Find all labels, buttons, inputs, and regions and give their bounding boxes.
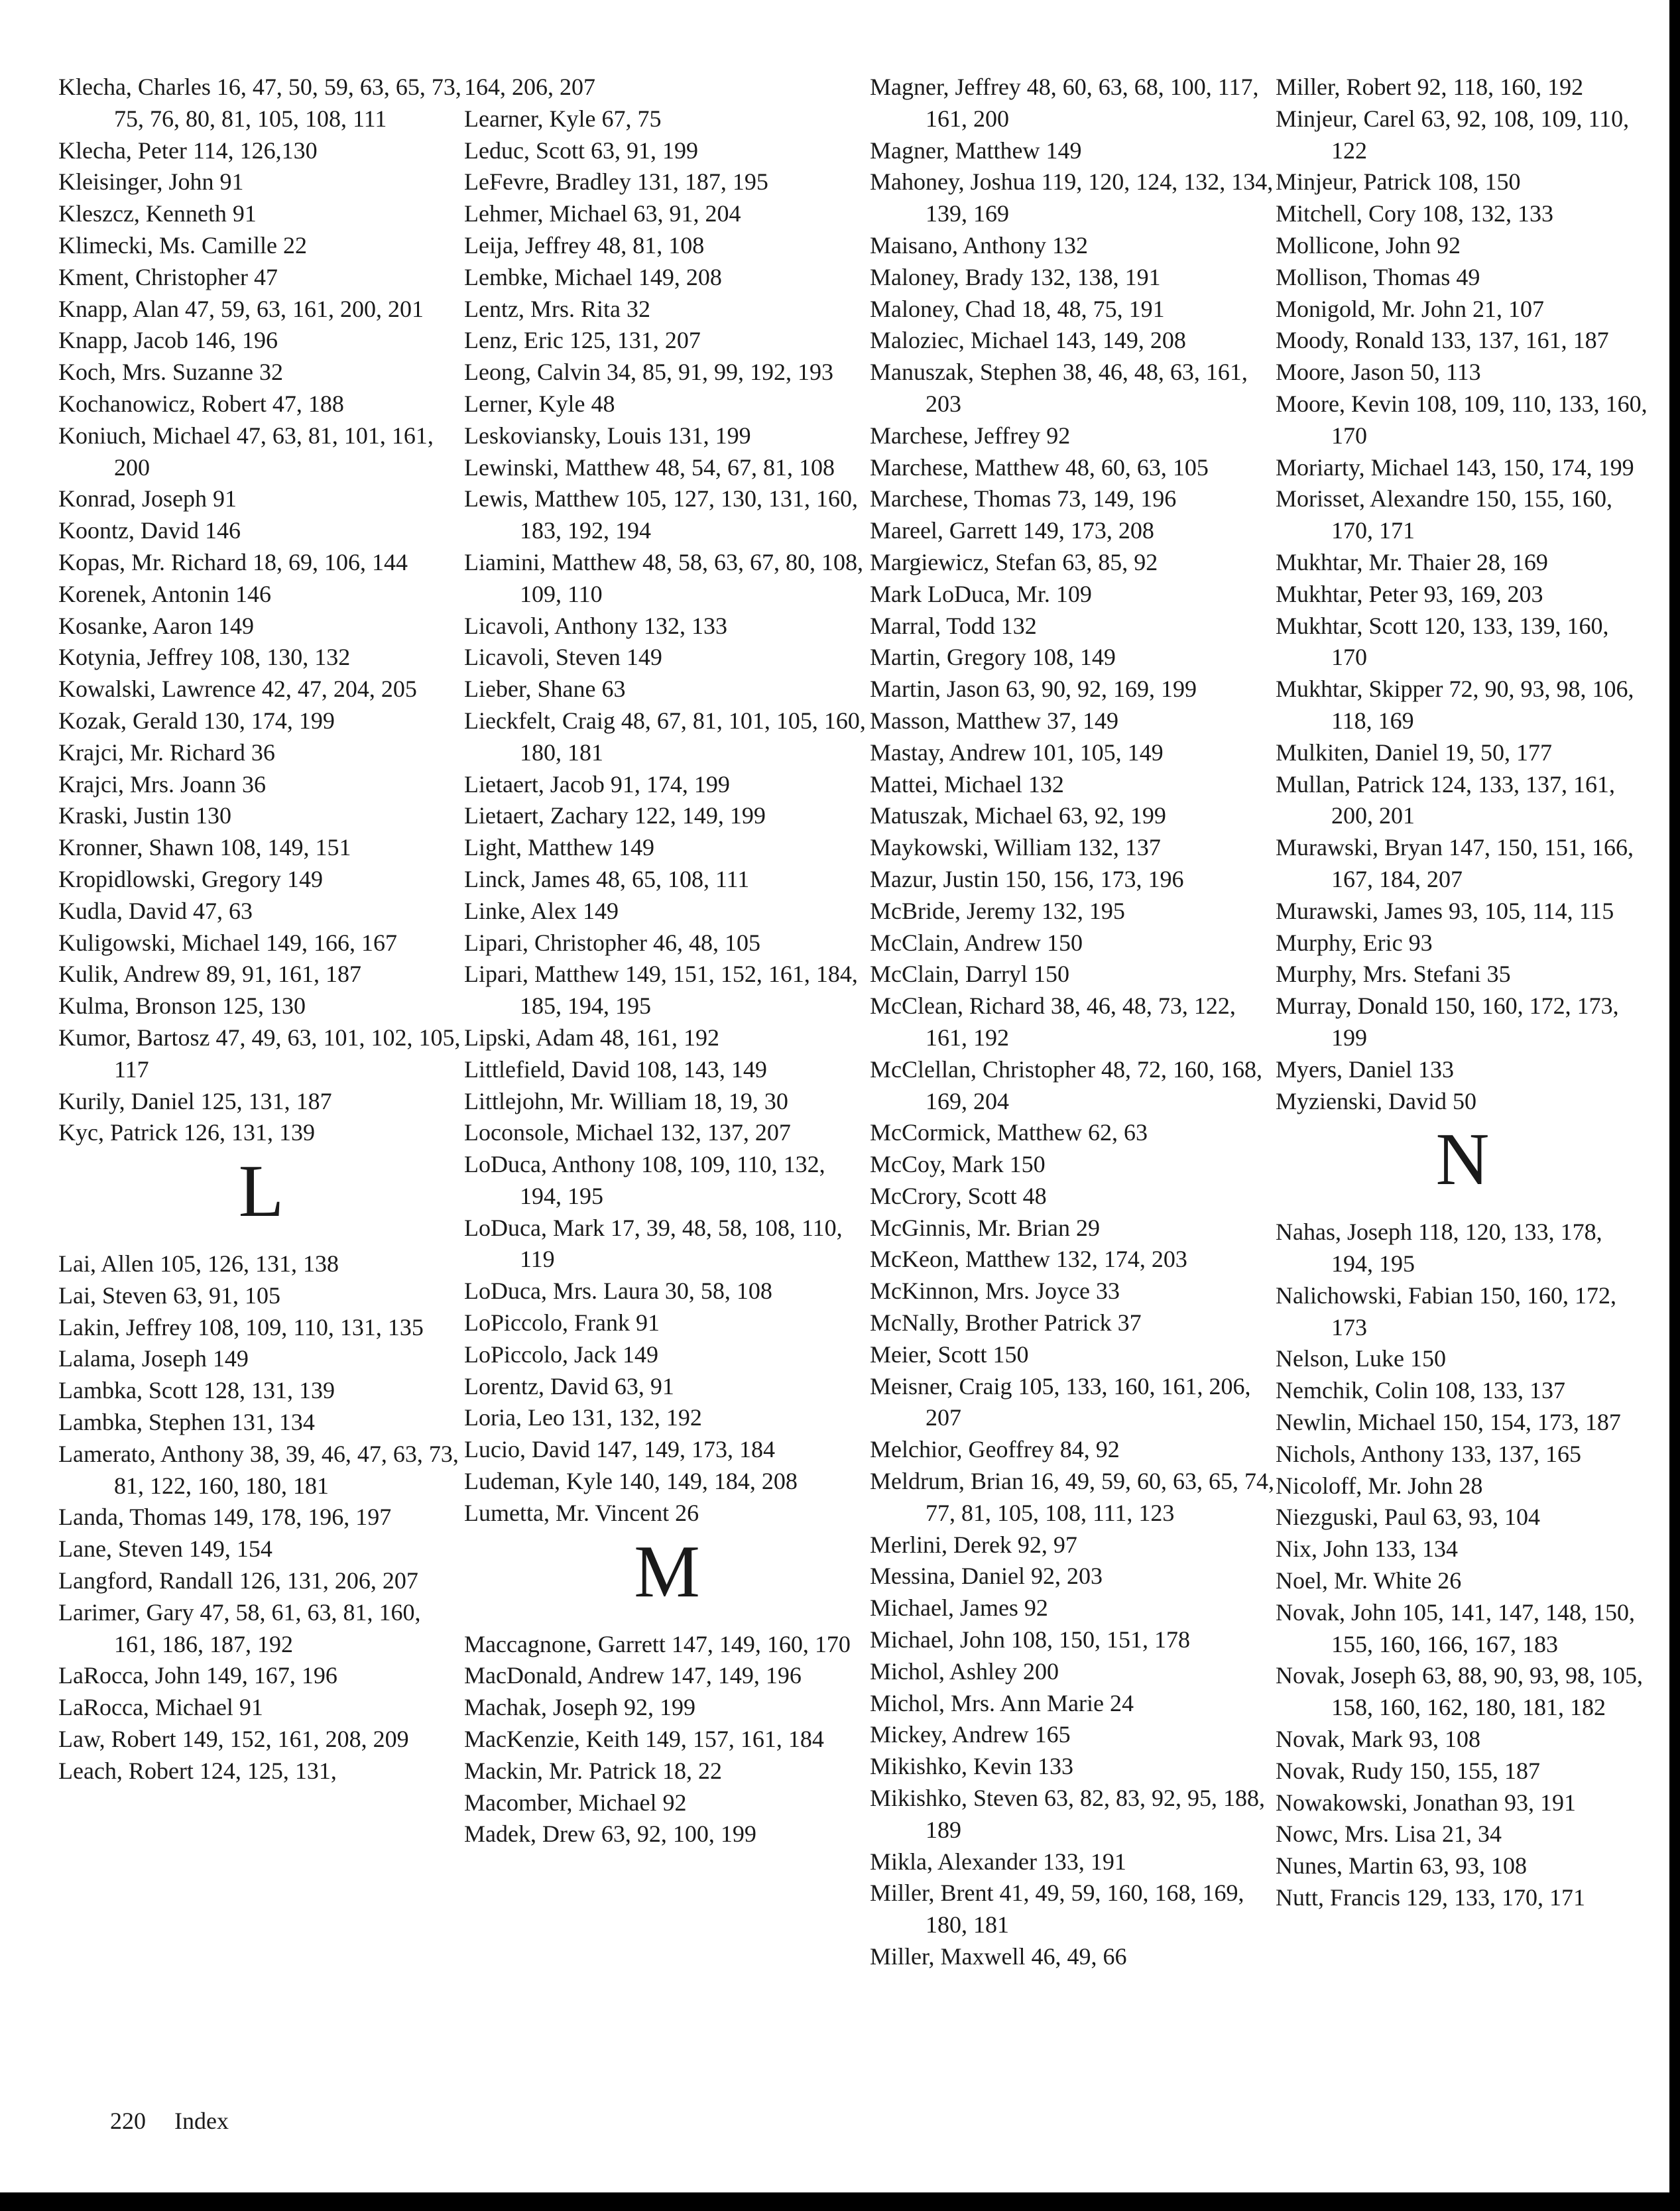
index-entry: Novak, Joseph 63, 88, 90, 93, 98, 105, 158, 160, 162, 180, 181, 182 [1276, 1662, 1643, 1721]
index-entry: Madek, Drew 63, 92, 100, 199 [464, 1821, 756, 1848]
index-column-1 [58, 72, 464, 2100]
index-entry: Lipari, Christopher 46, 48, 105 [464, 929, 760, 956]
index-entry: MacDonald, Andrew 147, 149, 196 [464, 1662, 802, 1689]
index-entry: Murawski, Bryan 147, 150, 151, 166, 167, 184, 207 [1276, 834, 1634, 892]
index-entry: Minjeur, Patrick 108, 150 [1276, 168, 1521, 196]
index-entry: Learner, Kyle 67, 75 [464, 105, 662, 132]
index-entry: McClain, Andrew 150 [870, 929, 1083, 956]
index-entry: Melchior, Geoffrey 84, 92 [870, 1436, 1120, 1463]
index-entry: McCoy, Mark 150 [870, 1151, 1046, 1178]
index-entry: Maisano, Anthony 132 [870, 231, 1088, 259]
index-entry: McClain, Darryl 150 [870, 961, 1069, 988]
index-entry: McNally, Brother Patrick 37 [870, 1309, 1142, 1337]
index-entry: Landa, Thomas 149, 178, 196, 197 [58, 1504, 392, 1531]
section-letter: N [1435, 1118, 1490, 1201]
index-entry: Maykowski, William 132, 137 [870, 834, 1161, 861]
index-entry: McCrory, Scott 48 [870, 1182, 1047, 1209]
index-entry: Mazur, Justin 150, 156, 173, 196 [870, 865, 1184, 892]
index-entry: Masson, Matthew 37, 149 [870, 707, 1118, 734]
index-entry: Lieckfelt, Craig 48, 67, 81, 101, 105, 160, 180, 181 [464, 707, 866, 766]
index-entry: Korenek, Antonin 146 [58, 580, 271, 607]
index-entry: Nalichowski, Fabian 150, 160, 172, 173 [1276, 1282, 1616, 1341]
index-entry: Nicoloff, Mr. John 28 [1276, 1472, 1483, 1499]
index-entry: Ludeman, Kyle 140, 149, 184, 208 [464, 1468, 798, 1495]
index-entry: Marchese, Jeffrey 92 [870, 422, 1071, 449]
index-entry: Martin, Jason 63, 90, 92, 169, 199 [870, 676, 1197, 703]
index-entry: Morisset, Alexandre 150, 155, 160, 170, 171 [1276, 485, 1612, 544]
index-entry: Lumetta, Mr. Vincent 26 [464, 1499, 699, 1526]
index-entry: Miller, Robert 92, 118, 160, 192 [1276, 74, 1584, 100]
index-entry: Kudla, David 47, 63 [58, 897, 253, 924]
index-entry: Kulma, Bronson 125, 130 [58, 992, 306, 1020]
index-entry: Lewis, Matthew 105, 127, 130, 131, 160, 183, 192, 194 [464, 485, 858, 544]
index-entry: Lietaert, Zachary 122, 149, 199 [464, 802, 766, 829]
index-entry: Kleisinger, John 91 [58, 168, 244, 196]
index-entry: Kozak, Gerald 130, 174, 199 [58, 707, 335, 734]
index-entry: Mollison, Thomas 49 [1276, 263, 1480, 290]
index-entry: Kosanke, Aaron 149 [58, 612, 254, 639]
index-entry: McCormick, Matthew 62, 63 [870, 1119, 1148, 1146]
index-entry: McClellan, Christopher 48, 72, 160, 168, 169, 204 [870, 1055, 1262, 1114]
index-entry: Lamerato, Anthony 38, 39, 46, 47, 63, 73, 81, 122, 160, 180, 181 [58, 1440, 459, 1499]
index-entry: Maccagnone, Garrett 147, 149, 160, 170 [464, 1630, 851, 1657]
index-entry: Kotynia, Jeffrey 108, 130, 132 [58, 644, 351, 671]
index-entry: Merlini, Derek 92, 97 [870, 1531, 1077, 1558]
index-entry: LeFevre, Bradley 131, 187, 195 [464, 168, 768, 196]
index-entry: Konrad, Joseph 91 [58, 485, 237, 512]
index-entry: Littlefield, David 108, 143, 149 [464, 1055, 767, 1083]
index-entry: Kleszcz, Kenneth 91 [58, 200, 257, 227]
section-letter: M [634, 1530, 700, 1613]
index-entry: Lambka, Scott 128, 131, 139 [58, 1377, 335, 1404]
index-entry: Nowc, Mrs. Lisa 21, 34 [1276, 1821, 1502, 1848]
index-entry: Lakin, Jeffrey 108, 109, 110, 131, 135 [58, 1313, 424, 1341]
index-entry: Meier, Scott 150 [870, 1341, 1029, 1368]
section-letter: L [238, 1150, 284, 1233]
index-entry: LaRocca, Michael 91 [58, 1694, 263, 1721]
index-entry: Kronner, Shawn 108, 149, 151 [58, 834, 351, 861]
index-entry: Mikla, Alexander 133, 191 [870, 1848, 1126, 1875]
index-entry: Lambka, Stephen 131, 134 [58, 1409, 315, 1436]
index-entry: Michol, Ashley 200 [870, 1657, 1059, 1685]
index-entry: Klimecki, Ms. Camille 22 [58, 231, 307, 259]
index-entry: Kurily, Daniel 125, 131, 187 [58, 1087, 332, 1114]
index-entry: Maloziec, Michael 143, 149, 208 [870, 327, 1186, 354]
index-entry: Michael, James 92 [870, 1594, 1048, 1622]
index-entry: Kulik, Andrew 89, 91, 161, 187 [58, 961, 361, 988]
index-entry: Macomber, Michael 92 [464, 1789, 687, 1816]
index-entry: Novak, Rudy 150, 155, 187 [1276, 1757, 1540, 1784]
index-entry: Novak, John 105, 141, 147, 148, 150, 155, 160, 166, 167, 183 [1276, 1598, 1635, 1657]
index-entry: Nowakowski, Jonathan 93, 191 [1276, 1789, 1576, 1816]
index-entry: LoPiccolo, Jack 149 [464, 1341, 658, 1368]
index-entry: Light, Matthew 149 [464, 834, 654, 861]
index-entry: Knapp, Jacob 146, 196 [58, 327, 278, 354]
index-entry: Lentz, Mrs. Rita 32 [464, 295, 650, 322]
index-entry: Miller, Maxwell 46, 49, 66 [870, 1943, 1127, 1970]
index-entry: Mikishko, Kevin 133 [870, 1753, 1074, 1780]
index-column-2 [464, 72, 870, 2100]
index-entry: Nelson, Luke 150 [1276, 1345, 1446, 1372]
index-entry: LaRocca, John 149, 167, 196 [58, 1662, 337, 1689]
index-entry: Leduc, Scott 63, 91, 199 [464, 137, 698, 164]
index-entry: Messina, Daniel 92, 203 [870, 1563, 1103, 1590]
index-entry: Law, Robert 149, 152, 161, 208, 209 [58, 1726, 409, 1753]
index-entry: Marchese, Matthew 48, 60, 63, 105 [870, 453, 1209, 481]
index-entry: Loconsole, Michael 132, 137, 207 [464, 1119, 791, 1146]
index-entry: Koch, Mrs. Suzanne 32 [58, 359, 283, 386]
index-entry: Leskoviansky, Louis 131, 199 [464, 422, 751, 449]
index-entry: Kowalski, Lawrence 42, 47, 204, 205 [58, 676, 417, 703]
index-entry: McClean, Richard 38, 46, 48, 73, 122, 161, 192 [870, 992, 1236, 1051]
index-entry: Langford, Randall 126, 131, 206, 207 [58, 1567, 418, 1594]
index-entry: Leong, Calvin 34, 85, 91, 99, 192, 193 [464, 359, 833, 386]
index-entry: Lehmer, Michael 63, 91, 204 [464, 200, 741, 227]
index-entry: Lieber, Shane 63 [464, 676, 626, 703]
index-entry: Mattei, Michael 132 [870, 770, 1064, 798]
index-entry: Lucio, David 147, 149, 173, 184 [464, 1436, 775, 1463]
page-number: 220 [110, 2108, 146, 2134]
index-entry: Marchese, Thomas 73, 149, 196 [870, 485, 1177, 512]
index-entry: Linke, Alex 149 [464, 897, 619, 924]
index-entry: Nix, John 133, 134 [1276, 1535, 1459, 1563]
index-entry: Mollicone, John 92 [1276, 231, 1461, 259]
index-entry: Monigold, Mr. John 21, 107 [1276, 295, 1545, 322]
index-entry: McBride, Jeremy 132, 195 [870, 897, 1125, 924]
index-column-4 [1276, 72, 1650, 2100]
index-entry: Loria, Leo 131, 132, 192 [464, 1404, 702, 1431]
index-entry: Lai, Steven 63, 91, 105 [58, 1282, 280, 1309]
index-entry: Licavoli, Steven 149 [464, 644, 662, 671]
index-entry: Koniuch, Michael 47, 63, 81, 101, 161, 200 [58, 422, 434, 481]
index-entry: Novak, Mark 93, 108 [1276, 1726, 1480, 1753]
index-entry: Lietaert, Jacob 91, 174, 199 [464, 770, 730, 798]
index-entry: Mukhtar, Scott 120, 133, 139, 160, 170 [1276, 612, 1609, 671]
index-entry: Mickey, Andrew 165 [870, 1721, 1071, 1748]
index-entry: Maloney, Brady 132, 138, 191 [870, 263, 1161, 290]
index-entry: Lane, Steven 149, 154 [58, 1535, 272, 1563]
index-entry: Meldrum, Brian 16, 49, 59, 60, 63, 65, 74, 77, 81, 105, 108, 111, 123 [870, 1468, 1274, 1526]
index-entry: Kropidlowski, Gregory 149 [58, 865, 323, 892]
index-entry: Kment, Christopher 47 [58, 263, 278, 290]
index-entry: Mahoney, Joshua 119, 120, 124, 132, 134, 139, 169 [870, 168, 1274, 227]
index-entry: Licavoli, Anthony 132, 133 [464, 612, 727, 639]
scan-border-bottom [0, 2192, 1680, 2211]
index-entry: Lalama, Joseph 149 [58, 1345, 249, 1372]
index-entry: Lipari, Matthew 149, 151, 152, 161, 184, 185, 194, 195 [464, 961, 858, 1020]
index-entry: Moriarty, Michael 143, 150, 174, 199 [1276, 453, 1634, 481]
index-entry: Lorentz, David 63, 91 [464, 1372, 674, 1400]
index-entry: Myers, Daniel 133 [1276, 1055, 1454, 1083]
index-entry: LoDuca, Mrs. Laura 30, 58, 108 [464, 1278, 772, 1305]
index-entry: Knapp, Alan 47, 59, 63, 161, 200, 201 [58, 295, 424, 322]
index-entry: Leija, Jeffrey 48, 81, 108 [464, 231, 705, 259]
index-entry: Miller, Brent 41, 49, 59, 160, 168, 169, 180, 181 [870, 1880, 1244, 1939]
index-entry: Larimer, Gary 47, 58, 61, 63, 81, 160, 161, 186, 187, 192 [58, 1598, 421, 1657]
index-entry: Kraski, Justin 130 [58, 802, 231, 829]
index-entry: Margiewicz, Stefan 63, 85, 92 [870, 548, 1158, 575]
index-entry: Littlejohn, Mr. William 18, 19, 30 [464, 1087, 788, 1114]
index-entry: Murphy, Mrs. Stefani 35 [1276, 961, 1511, 988]
index-entry: Klecha, Charles 16, 47, 50, 59, 63, 65, 73, 75, 76, 80, 81, 105, 108, 111 [58, 74, 461, 132]
index-entry: Mackin, Mr. Patrick 18, 22 [464, 1757, 722, 1784]
index-entry: Mitchell, Cory 108, 132, 133 [1276, 200, 1553, 227]
index-entry: Nichols, Anthony 133, 137, 165 [1276, 1440, 1582, 1467]
index-entry: Mark LoDuca, Mr. 109 [870, 580, 1092, 607]
index-entry: Murawski, James 93, 105, 114, 115 [1276, 897, 1614, 924]
index-entry: Machak, Joseph 92, 199 [464, 1694, 695, 1721]
index-entry: Klecha, Peter 114, 126,130 [58, 137, 318, 164]
index-entry: Liamini, Matthew 48, 58, 63, 67, 80, 108, 109, 110 [464, 548, 863, 607]
index-entry: Moore, Jason 50, 113 [1276, 359, 1481, 386]
index-entry: McKeon, Matthew 132, 174, 203 [870, 1246, 1187, 1273]
index-entry: Leach, Robert 124, 125, 131, [58, 1757, 337, 1784]
index-entry: Mukhtar, Peter 93, 169, 203 [1276, 580, 1543, 607]
index-entry: LoDuca, Anthony 108, 109, 110, 132, 194, 195 [464, 1151, 825, 1209]
index-entry: Moody, Ronald 133, 137, 161, 187 [1276, 327, 1609, 354]
index-entry: Niezguski, Paul 63, 93, 104 [1276, 1504, 1540, 1531]
scan-border-right [1669, 0, 1680, 2211]
index-entry: MacKenzie, Keith 149, 157, 161, 184 [464, 1726, 824, 1753]
index-entry: Michael, John 108, 150, 151, 178 [870, 1626, 1190, 1653]
index-entry: LoPiccolo, Frank 91 [464, 1309, 660, 1337]
index-entry: Mullan, Patrick 124, 133, 137, 161, 200, 201 [1276, 770, 1615, 829]
index-entry: Nahas, Joseph 118, 120, 133, 178, 194, 195 [1276, 1219, 1602, 1278]
index-entry: Magner, Jeffrey 48, 60, 63, 68, 100, 117, 161, 200 [870, 74, 1259, 132]
index-entry: Noel, Mr. White 26 [1276, 1567, 1462, 1594]
index-entry: Maloney, Chad 18, 48, 75, 191 [870, 295, 1165, 322]
index-entry: Kumor, Bartosz 47, 49, 63, 101, 102, 105, 117 [58, 1024, 461, 1083]
index-entry-continued: 164, 206, 207 [464, 74, 595, 100]
footer-label: Index [174, 2108, 229, 2134]
index-entry: Krajci, Mr. Richard 36 [58, 739, 275, 766]
index-column-3 [870, 72, 1276, 2100]
index-entry: Newlin, Michael 150, 154, 173, 187 [1276, 1409, 1621, 1436]
index-entry: Murray, Donald 150, 160, 172, 173, 199 [1276, 992, 1619, 1051]
index-entry: Lembke, Michael 149, 208 [464, 263, 722, 290]
index-entry: Kochanowicz, Robert 47, 188 [58, 390, 344, 417]
index-entry: Kyc, Patrick 126, 131, 139 [58, 1119, 315, 1146]
index-entry: Murphy, Eric 93 [1276, 929, 1433, 956]
index-page [58, 72, 1650, 2100]
index-entry: McGinnis, Mr. Brian 29 [870, 1214, 1100, 1241]
page-footer [110, 2107, 229, 2135]
index-entry: Mulkiten, Daniel 19, 50, 177 [1276, 739, 1552, 766]
index-entry: Linck, James 48, 65, 108, 111 [464, 865, 750, 892]
index-entry: Lai, Allen 105, 126, 131, 138 [58, 1250, 339, 1278]
index-entry: Nunes, Martin 63, 93, 108 [1276, 1852, 1527, 1880]
index-entry: Nemchik, Colin 108, 133, 137 [1276, 1377, 1565, 1404]
index-entry: LoDuca, Mark 17, 39, 48, 58, 108, 110, 119 [464, 1214, 843, 1273]
index-entry: Lenz, Eric 125, 131, 207 [464, 327, 701, 354]
index-entry: McKinnon, Mrs. Joyce 33 [870, 1278, 1120, 1305]
index-entry: Krajci, Mrs. Joann 36 [58, 770, 266, 798]
index-entry: Lerner, Kyle 48 [464, 390, 615, 417]
index-entry: Lewinski, Matthew 48, 54, 67, 81, 108 [464, 453, 835, 481]
index-entry: Martin, Gregory 108, 149 [870, 644, 1116, 671]
index-entry: Mastay, Andrew 101, 105, 149 [870, 739, 1164, 766]
index-entry: Manuszak, Stephen 38, 46, 48, 63, 161, 203 [870, 359, 1248, 417]
index-entry: Nutt, Francis 129, 133, 170, 171 [1276, 1884, 1585, 1911]
index-entry: Meisner, Craig 105, 133, 160, 161, 206, 207 [870, 1372, 1251, 1431]
index-entry: Matuszak, Michael 63, 92, 199 [870, 802, 1166, 829]
index-entry: Magner, Matthew 149 [870, 137, 1082, 164]
index-entry: Myzienski, David 50 [1276, 1087, 1476, 1114]
index-entry: Lipski, Adam 48, 161, 192 [464, 1024, 719, 1051]
index-entry: Kuligowski, Michael 149, 166, 167 [58, 929, 397, 956]
index-entry: Koontz, David 146 [58, 517, 241, 544]
index-entry: Mukhtar, Skipper 72, 90, 93, 98, 106, 118, 169 [1276, 676, 1634, 734]
index-entry: Mikishko, Steven 63, 82, 83, 92, 95, 188, 189 [870, 1785, 1266, 1843]
index-entry: Marral, Todd 132 [870, 612, 1037, 639]
index-entry: Mareel, Garrett 149, 173, 208 [870, 517, 1154, 544]
index-entry: Michol, Mrs. Ann Marie 24 [870, 1689, 1134, 1716]
index-entry: Mukhtar, Mr. Thaier 28, 169 [1276, 548, 1548, 575]
index-entry: Kopas, Mr. Richard 18, 69, 106, 144 [58, 548, 408, 575]
index-entry: Moore, Kevin 108, 109, 110, 133, 160, 170 [1276, 390, 1648, 449]
index-entry: Minjeur, Carel 63, 92, 108, 109, 110, 122 [1276, 105, 1630, 164]
